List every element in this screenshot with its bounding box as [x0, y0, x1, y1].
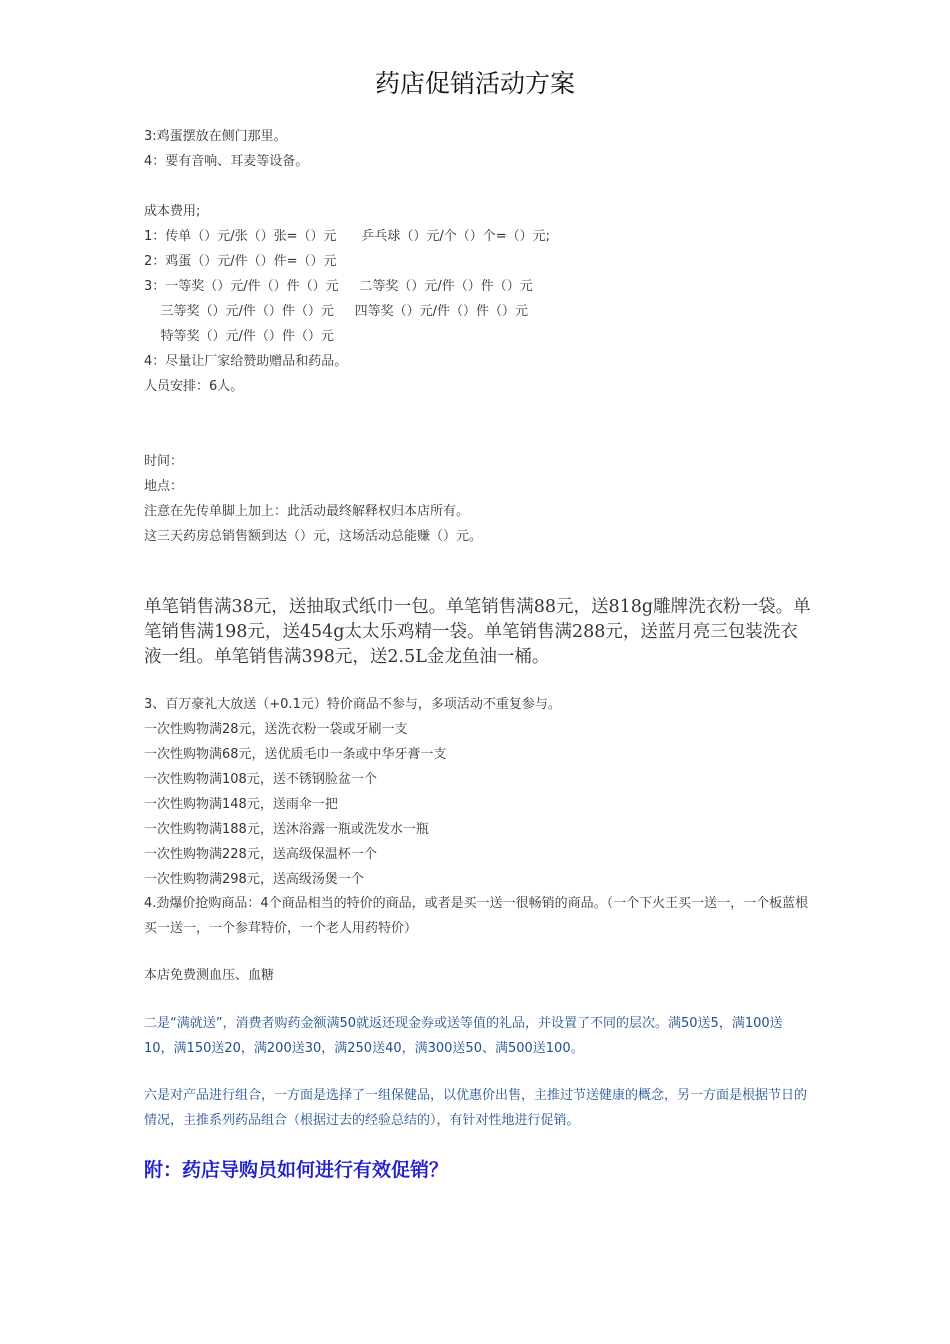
gift-item: 一次性购物满188元，送沐浴露一瓶或洗发水一瓶: [144, 822, 429, 837]
gift-item: 一次性购物满228元，送高级保温杯一个: [144, 847, 377, 862]
document-title: 药店促销活动方案: [374, 69, 575, 98]
text-line: 4：要有音响、耳麦等设备。: [144, 154, 309, 169]
para-two: 二是“满就送”，消费者购药金额满50就返还现金券或送等值的礼品，并设置了不同的层次。满50送5，满100送10，满150送20，满200送30，满250送40，满300送50、满500送100。: [144, 1016, 783, 1056]
cost-line: 4：尽量让厂家给赞助赠品和药品。: [144, 354, 348, 369]
gift-item: 一次性购物满148元，送雨伞一把: [144, 797, 338, 812]
cost-line: 3：一等奖（）元/件（）件（）元 二等奖（）元/件（）件（）元: [144, 279, 533, 294]
gifts-heading: 3、百万豪礼大放送（+0.1元）特价商品不参与，多项活动不重复参与。: [144, 697, 561, 712]
sales-line: 这三天药房总销售额到达（）元，这场活动总能赚（）元。: [144, 529, 483, 544]
appendix-heading: 附：药店导购员如何进行有效促销？: [144, 1159, 449, 1181]
cost-line: 三等奖（）元/件（）件（）元 四等奖（）元/件（）件（）元: [144, 304, 528, 319]
gift-item: 一次性购物满108元，送不锈钢脸盆一个: [144, 772, 377, 787]
cost-line: 2：鸡蛋（）元/件（）件=（）元: [144, 254, 337, 269]
gift-item: 一次性购物满28元，送洗衣粉一袋或牙刷一支: [144, 722, 408, 737]
promo-paragraph: 单笔销售满38元，送抽取式纸巾一包。单笔销售满88元，送818g雕牌洗衣粉一袋。单笔销售满198元，送454g太太乐鸡精一袋。单笔销售满288元，送蓝月亮三包装洗衣液一组。单笔销售满398元，送2.5L金龙鱼油一桶。: [144, 597, 811, 667]
free-test-line: 本店免费测血压、血糖: [144, 968, 275, 983]
staff-line: 人员安排：6人。: [144, 379, 244, 394]
gift-item: 一次性购物满298元，送高级汤煲一个: [144, 872, 364, 887]
para-six: 六是对产品进行组合，一方面是选择了一组保健品，以优惠价出售，主推过节送健康的概念，另一方面是根据节日的情况，主推系列药品组合（根据过去的经验总结的），有针对性地进行促销。: [144, 1088, 808, 1128]
cost-line: 1：传单（）元/张（）张=（）元 乒乓球（）元/个（）个=（）元;: [144, 229, 550, 244]
note-line: 注意在先传单脚上加上：此活动最终解释权归本店所有。: [144, 504, 470, 519]
text-line: 3:鸡蛋摆放在侧门那里。: [144, 129, 287, 144]
place-line: 地点：: [144, 479, 184, 494]
gift-item: 一次性购物满68元，送优质毛巾一条或中华牙膏一支: [144, 747, 447, 762]
cost-heading: 成本费用;: [144, 204, 201, 219]
cost-line: 特等奖（）元/件（）件（）元: [144, 329, 334, 344]
item4-paragraph: 4.劲爆价抢购商品：4个商品相当的特价的商品，或者是买一送一很畅销的商品。（一个下火王买一送一，一个板蓝根买一送一，一个参茸特价，一个老人用药特价）: [144, 896, 809, 936]
time-line: 时间：: [144, 454, 184, 469]
